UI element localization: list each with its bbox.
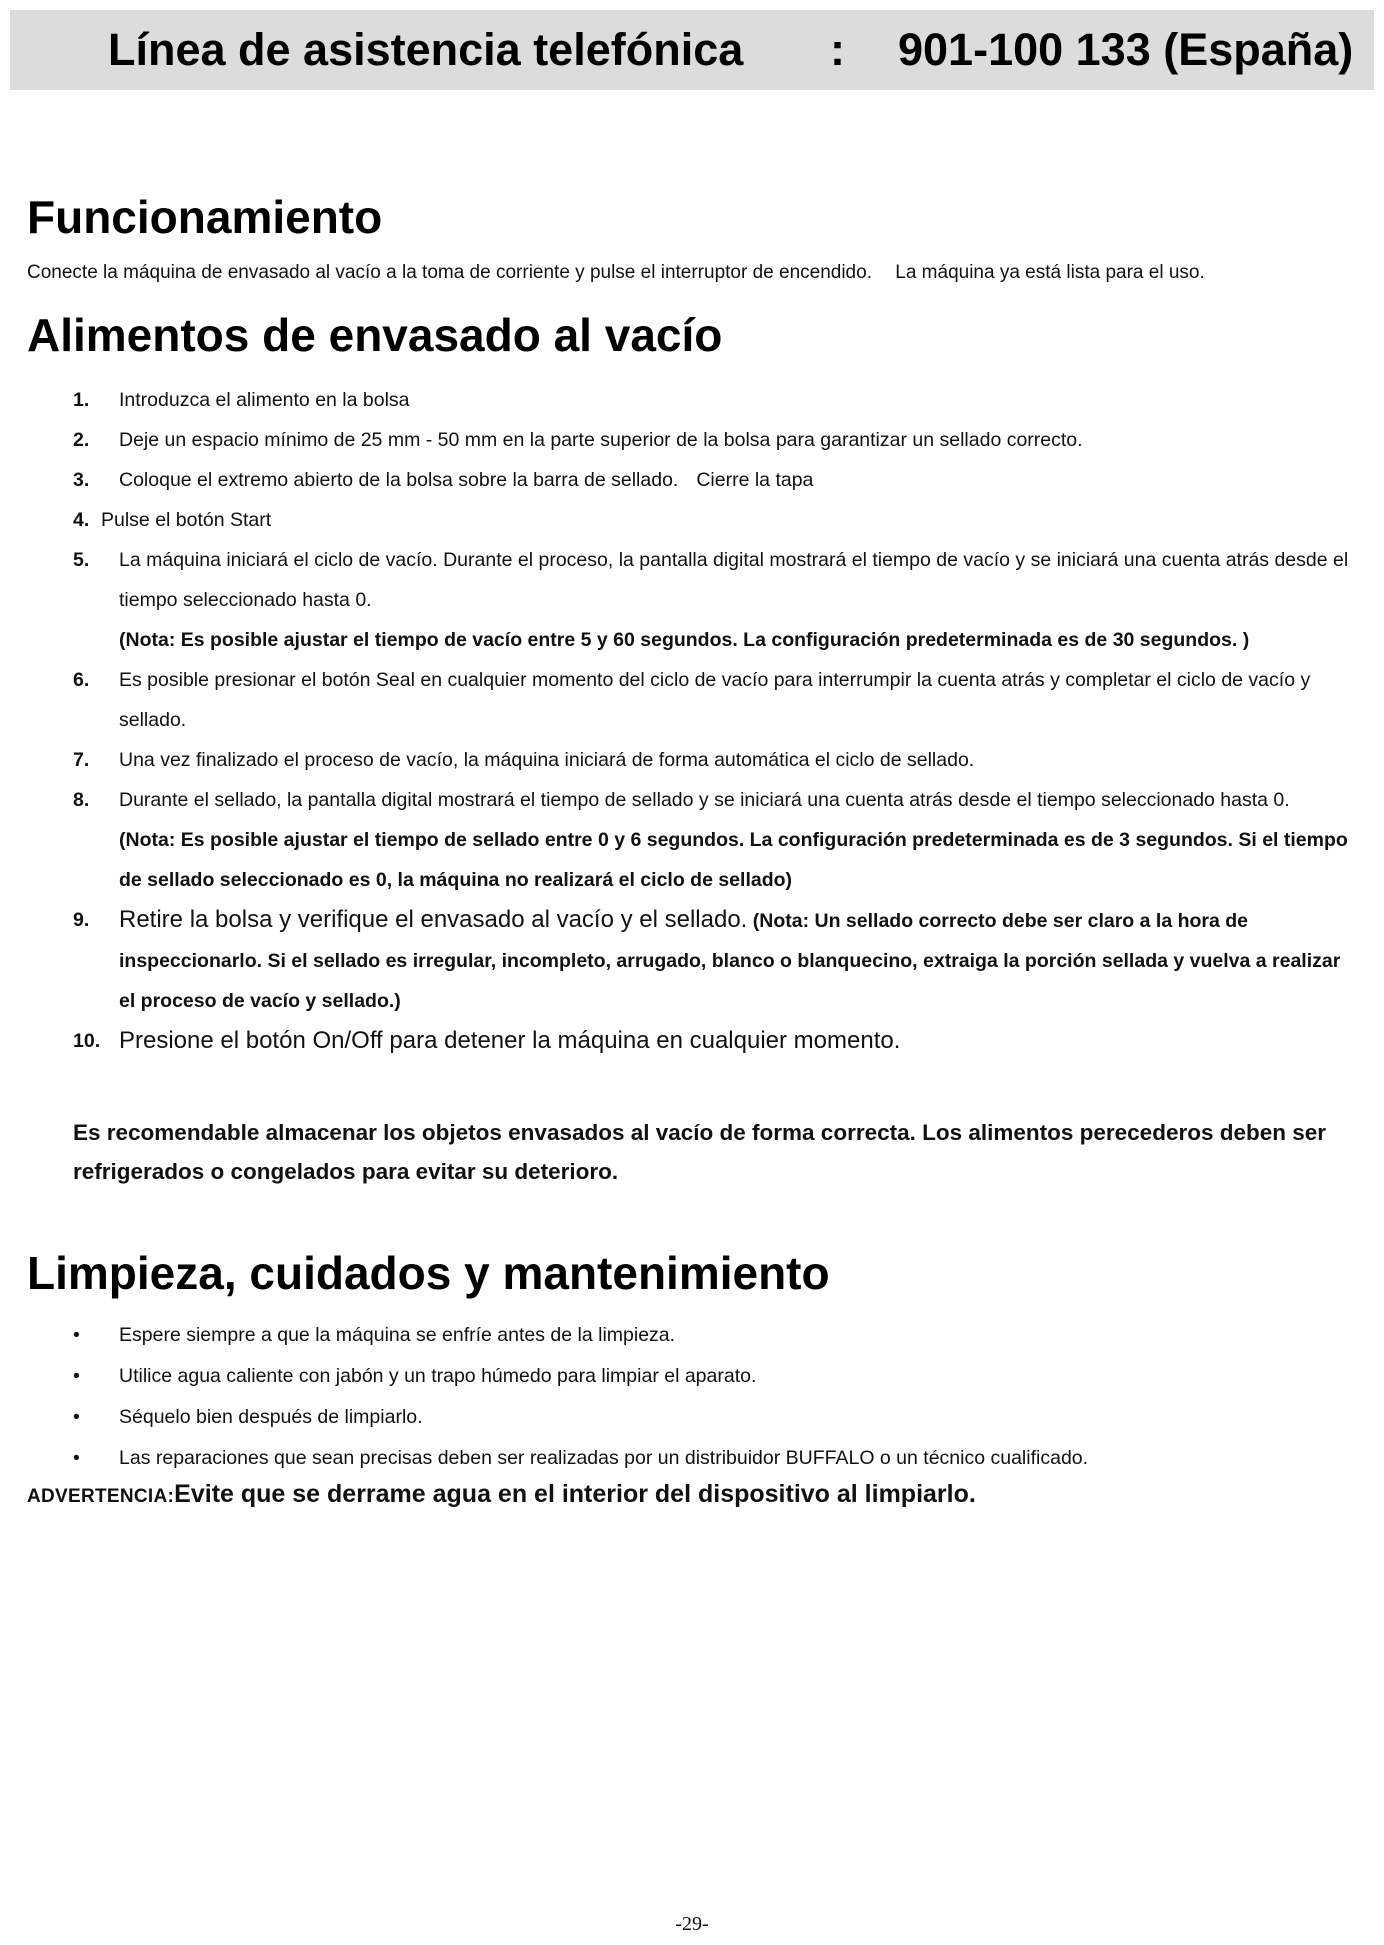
cleaning-item-text: Las reparaciones que sean precisas deben ser realizadas por un distribuidor BUFFALO o un técnico cualificado.: [119, 1447, 1089, 1469]
step-text: Pulse el botón Start: [101, 509, 272, 531]
step-text: La máquina iniciará el ciclo de vacío. Durante el proceso, la pantalla digital mostrará el tiempo de vacío y se iniciará una cuenta atrás desde el tiempo seleccionado hasta 0.: [119, 549, 1349, 611]
operation-text: [27, 262, 1205, 284]
step-number: 3.: [73, 469, 90, 491]
heading-operation: Funcionamiento: [27, 191, 383, 243]
step-text: Durante el sellado, la pantalla digital mostrará el tiempo de sellado y se iniciará una cuenta atrás desde el tiempo seleccionado hasta 0.: [119, 789, 1290, 811]
step-text-b: Cierre la tapa: [696, 469, 814, 491]
step-6: [0, 660, 1384, 740]
step-4: [0, 500, 1384, 540]
cleaning-warning: [27, 1480, 976, 1509]
cleaning-item-text: Utilice agua caliente con jabón y un trapo húmedo para limpiar el aparato.: [119, 1365, 757, 1387]
header-bar: [10, 10, 1374, 90]
cleaning-item: [0, 1397, 1384, 1438]
step-note: (Nota: Es posible ajustar el tiempo de sellado entre 0 y 6 segundos. La configuración predeterminada es de 3 segundos. Si el tiempo de sellado seleccionado es 0, la máquina no realizará el ciclo de sellado): [119, 829, 1348, 891]
step-text: Presione el botón On/Off para detener la máquina en cualquier momento.: [119, 1027, 901, 1054]
step-text: [119, 900, 1359, 1021]
step-text: Es posible presionar el botón Seal en cualquier momento del ciclo de vacío para interrumpir la cuenta atrás y completar el ciclo de vacío y sellado.: [119, 669, 1311, 731]
step-number: 1.: [73, 389, 90, 411]
bullet-icon: •: [73, 1324, 80, 1346]
bullet-icon: •: [73, 1365, 80, 1387]
step-number: 6.: [73, 669, 90, 691]
step-5: [0, 540, 1384, 660]
heading-vacuum: Alimentos de envasado al vacío: [27, 309, 723, 361]
step-text: Introduzca el alimento en la bolsa: [119, 389, 410, 411]
step-3: [0, 460, 1384, 500]
step-text: Una vez finalizado el proceso de vacío, la máquina iniciará de forma automática el ciclo de sellado.: [119, 749, 975, 771]
step-2: [0, 420, 1384, 460]
bullet-icon: •: [73, 1406, 80, 1428]
warning-text: Evite que se derrame agua en el interior del dispositivo al limpiarlo.: [174, 1480, 976, 1508]
step-text: [119, 460, 1359, 500]
step-number: 2.: [73, 429, 90, 451]
operation-text-2: La máquina ya está lista para el uso.: [895, 262, 1205, 283]
step-note: (Nota: Un sellado correcto debe ser claro a la hora de inspeccionarlo. Si el sellado es irregular, incompleto, arrugado, blanco o blanquecino, extraiga la porción sellada y vuelva a realizar el proceso de vacío y sellado.): [119, 910, 1341, 1012]
step-10: [0, 1021, 1384, 1061]
step-number: 8.: [73, 789, 90, 811]
steps-list: [0, 380, 1384, 1061]
bullet-icon: •: [73, 1447, 80, 1469]
step-number: 4.: [73, 509, 90, 531]
step-7: [0, 740, 1384, 780]
step-number: 7.: [73, 749, 90, 771]
step-text-main: Retire la bolsa y verifique el envasado al vacío y el sellado.: [119, 906, 748, 933]
step-9: [0, 900, 1384, 1021]
cleaning-list: [0, 1315, 1384, 1479]
step-note: (Nota: Es posible ajustar el tiempo de vacío entre 5 y 60 segundos. La configuración predeterminada es de 30 segundos. ): [119, 629, 1250, 651]
step-text: Deje un espacio mínimo de 25 mm - 50 mm en la parte superior de la bolsa para garantizar un sellado correcto.: [119, 429, 1083, 451]
step-text-a: Coloque el extremo abierto de la bolsa sobre la barra de sellado.: [119, 469, 679, 491]
cleaning-item-text: Séquelo bien después de limpiarlo.: [119, 1406, 423, 1428]
step-1: [0, 380, 1384, 420]
page-number: -29-: [675, 1913, 709, 1935]
step-number: 5.: [73, 549, 90, 571]
cleaning-item: [0, 1438, 1384, 1479]
header-colon: :: [830, 24, 845, 75]
cleaning-item: [0, 1356, 1384, 1397]
cleaning-item-text: Espere siempre a que la máquina se enfríe antes de la limpieza.: [119, 1324, 676, 1346]
step-number: 9.: [73, 909, 90, 931]
storage-recommendation: Es recomendable almacenar los objetos envasados al vacío de forma correcta. Los alimentos perecederos deben ser refrigerados o congelados para evitar su deterioro.: [73, 1120, 1327, 1184]
heading-cleaning: Limpieza, cuidados y mantenimiento: [27, 1247, 830, 1299]
operation-text-1: Conecte la máquina de envasado al vacío a la toma de corriente y pulse el interruptor de encendido.: [27, 262, 872, 283]
warning-label: ADVERTENCIA:: [27, 1486, 175, 1507]
step-number: 10.: [73, 1030, 101, 1052]
step-8: [0, 780, 1384, 900]
cleaning-item: [0, 1315, 1384, 1356]
header-title: Línea de asistencia telefónica: [108, 24, 744, 75]
header-phone: 901-100 133 (España): [898, 24, 1354, 75]
